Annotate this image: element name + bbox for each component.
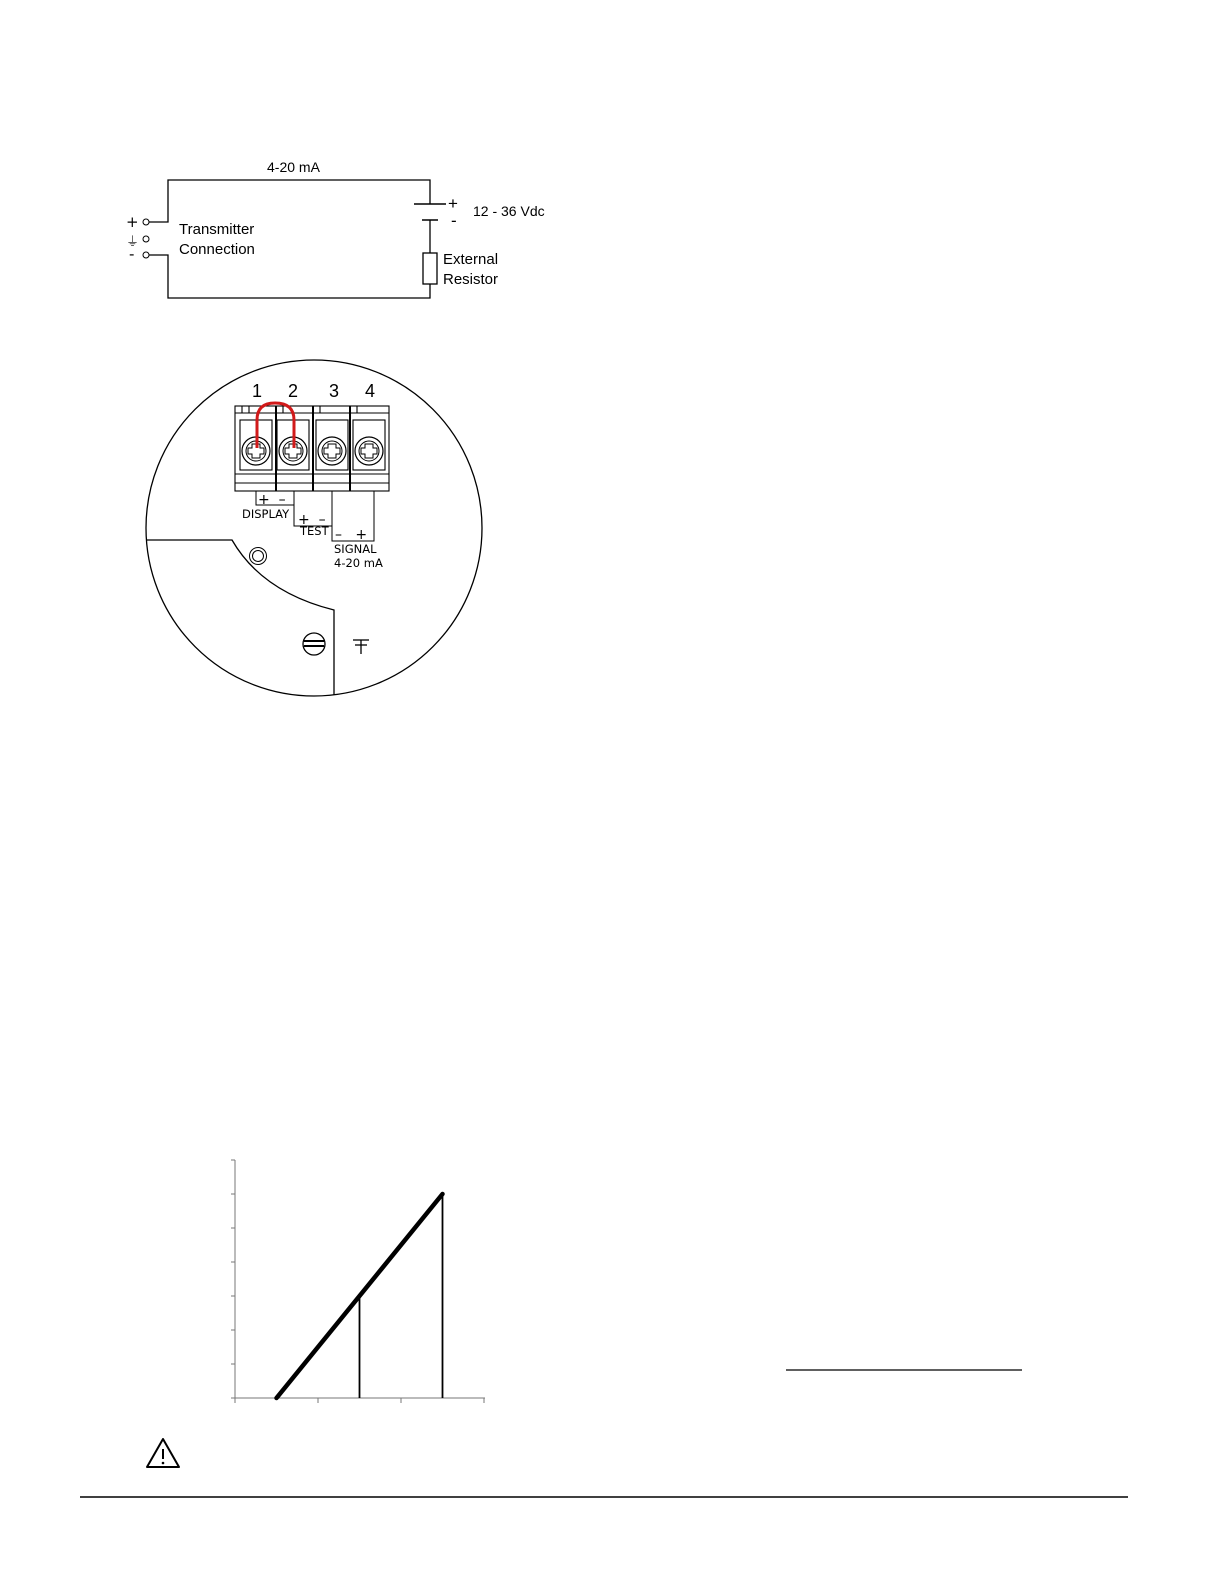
output-chart — [231, 1160, 485, 1403]
signal-label: SIGNAL — [334, 542, 377, 556]
terminal-number-3: 3 — [329, 381, 340, 401]
resistor-label-line2: Resistor — [443, 271, 499, 288]
display-polarity: + – — [258, 492, 286, 508]
loop-return-wire — [148, 255, 430, 298]
signal-polarity: – + — [335, 527, 368, 543]
warning-triangle-icon — [147, 1439, 179, 1467]
test-polarity: + – — [298, 512, 326, 528]
signal-range-label: 4-20 mA — [334, 556, 383, 570]
terminal-minus-label: - — [129, 245, 135, 263]
terminal-number-4: 4 — [365, 381, 376, 401]
test-label: TEST — [300, 524, 329, 538]
supply-voltage-label: 12 - 36 Vdc — [473, 203, 545, 219]
terminal-ground-label: ⏚ — [126, 235, 140, 250]
terminal-screw-4 — [355, 437, 383, 465]
terminal-block-housing-diagram — [140, 360, 482, 700]
terminal-minus-circle — [143, 252, 149, 258]
external-resistor-symbol — [423, 253, 437, 284]
terminal-plus-label: + — [126, 213, 139, 231]
transmitter-label-line1: Transmitter — [179, 221, 255, 238]
loop-current-label: 4-20 mA — [267, 159, 320, 175]
terminal-ground-circle — [143, 236, 149, 242]
terminal-plus-circle — [143, 219, 149, 225]
transmitter-label-line2: Connection — [179, 241, 255, 258]
ground-screw — [303, 633, 325, 655]
loop-wiring-diagram — [126, 159, 545, 298]
terminal-number-1: 1 — [252, 381, 263, 401]
supply-plus-sign: + — [448, 194, 458, 213]
resistor-label-line1: External — [443, 251, 499, 268]
loop-circuit-wire — [148, 180, 430, 222]
display-label: DISPLAY — [242, 507, 290, 521]
terminal-number-2: 2 — [288, 381, 299, 401]
mounting-hole-inner — [253, 551, 264, 562]
supply-minus-sign: - — [451, 211, 457, 230]
terminal-screw-3 — [318, 437, 346, 465]
